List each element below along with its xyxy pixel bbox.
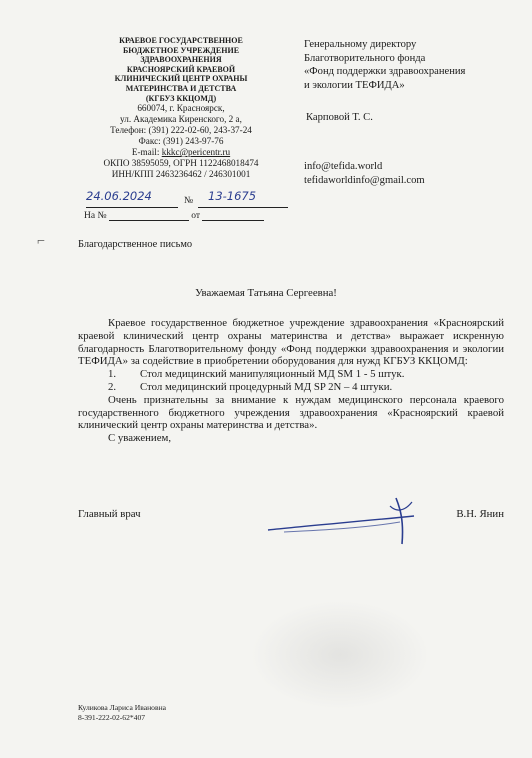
recipient-line: «Фонд поддержки здравоохранения: [304, 66, 466, 77]
registration-date-field: [86, 189, 178, 208]
registration-row: [84, 189, 294, 210]
org-phone: Телефон: (391) 222-02-60, 243-37-24: [110, 125, 252, 136]
signer-title: Главный врач: [78, 508, 141, 520]
scan-shadow: [250, 600, 430, 710]
recipient-line: и экологии ТЕФИДА»: [304, 79, 405, 91]
recipient-email-2[interactable]: tefidaworldinfo@gmail.com: [304, 175, 425, 187]
recipient-email-1[interactable]: info@tefida.world: [304, 161, 383, 172]
recipient-name: Карповой Т. С.: [306, 112, 373, 123]
list-item-number: 2.: [108, 380, 117, 393]
reference-number-line: [109, 211, 189, 221]
executor-phone: 8-391-222-02-62*407: [78, 712, 146, 722]
org-title-line: КЛИНИЧЕСКИЙ ЦЕНТР ОХРАНЫ: [114, 74, 248, 84]
executor-footer: [78, 703, 166, 722]
organization-header: [70, 36, 292, 180]
org-fax: Факс: (391) 243-97-76: [138, 136, 224, 147]
org-title-line: (КГБУЗ ККЦОМД): [145, 93, 217, 103]
document-type: Благодарственное письмо: [78, 239, 193, 250]
org-title-line: ЗДРАВООХРАНЕНИЯ: [140, 55, 222, 65]
recipient-contacts: [304, 160, 425, 188]
greeting: Уважаемая Татьяна Сергеевна!: [195, 287, 337, 299]
recipient-line: Генеральному директору: [304, 39, 417, 50]
margin-bracket-mark: ⌐: [37, 234, 45, 249]
org-title-line: БЮДЖЕТНОЕ УЧРЕЖДЕНИЕ: [122, 45, 240, 55]
org-title-line: КРАЕВОЕ ГОСУДАРСТВЕННОЕ: [119, 36, 243, 45]
list-item: [78, 381, 504, 394]
closing-phrase: С уважением,: [108, 432, 172, 445]
reference-row: [84, 211, 284, 221]
recipient-block: [304, 38, 519, 92]
org-title-line: МАТЕРИНСТВА И ДЕТСТВА: [125, 83, 237, 93]
org-street: ул. Академика Киренского, 2 а,: [120, 114, 242, 125]
org-inn: ИНН/КПП 2463236462 / 246301001: [111, 169, 251, 180]
list-item: [78, 368, 504, 381]
intro-paragraph: Краевое государственное бюджетное учреждение здравоохранения «Красноярский краевой клинический центр охраны материнства и детства» выражает искренную благодарность Благотворительному фонду «Фонд поддержки здравоохранения и экологии ТЕФИДА» за содействие в приобретении оборудования для нужд КГБУЗ ККЦОМД:: [78, 317, 504, 368]
recipient-line: Благотворительного фонда: [304, 52, 426, 64]
list-item-text: Стол медицинский манипуляционный МД SM 1 - 5 штук.: [140, 368, 405, 381]
letter-body: [78, 317, 504, 445]
reference-prefix: На №: [84, 211, 107, 221]
executor-name: Куликова Лариса Ивановна: [78, 703, 166, 712]
org-email-row: [70, 147, 292, 158]
reference-date-line: [202, 211, 264, 221]
org-email-link[interactable]: kkkc@pericentr.ru: [161, 147, 231, 158]
gratitude-paragraph: Очень признательны за внимание к нуждам медицинского персонала краевого государственного бюджетного учреждения здравоохранения «Красноярский краевой клинический центр охраны материнства и детства».: [78, 393, 504, 432]
list-item-number: 1.: [108, 368, 117, 381]
org-title-line: КРАСНОЯРСКИЙ КРАЕВОЙ: [126, 64, 236, 74]
registration-number-label: №: [184, 196, 194, 206]
handwritten-signature: [264, 486, 424, 546]
registration-number-field: [198, 189, 288, 208]
organization-title: [70, 36, 292, 103]
registration-date-handwritten: 24.06.2024: [86, 189, 152, 203]
list-item-text: Стол медицинский процедурный МД SP 2N – 4 штуки.: [140, 380, 393, 393]
reference-from: от: [191, 211, 201, 221]
org-email-label: E-mail:: [131, 147, 162, 158]
org-okpo: ОКПО 38595059, ОГРН 1122468018474: [103, 158, 259, 169]
signer-name: В.Н. Янин: [456, 508, 504, 520]
registration-number-handwritten: 13-1675: [208, 189, 257, 203]
org-postal: 660074, г. Красноярск,: [137, 103, 225, 114]
